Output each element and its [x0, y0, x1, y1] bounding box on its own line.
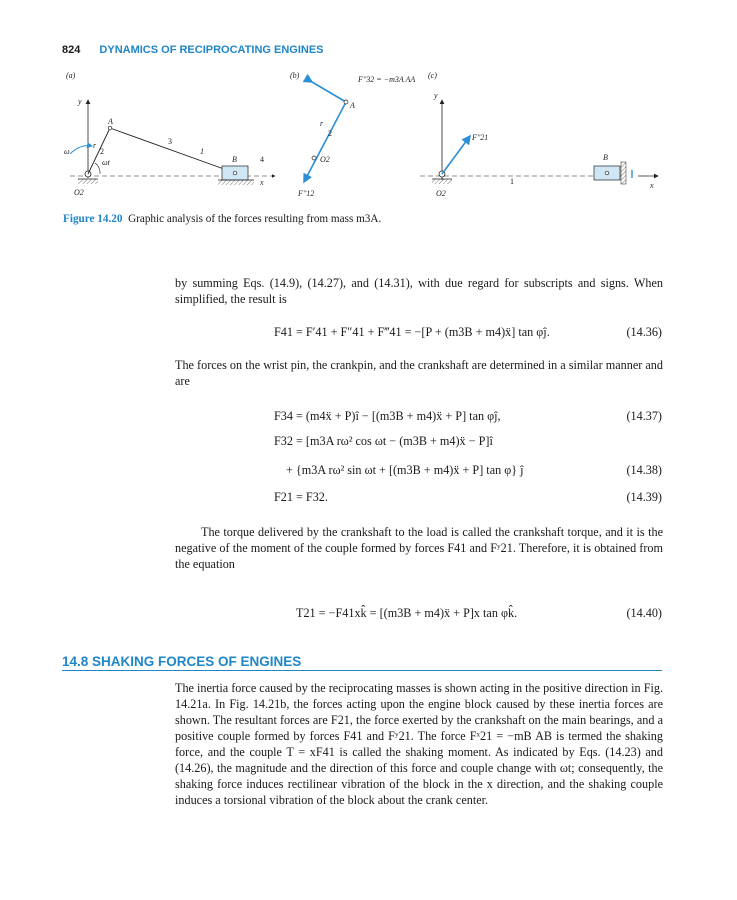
label-c-B: B [603, 153, 608, 162]
label-c-y: y [434, 91, 438, 100]
label-a-x: x [260, 178, 264, 187]
label-b-force-top: F''32 = −m3A AA [358, 75, 416, 84]
label-b-O2: O2 [320, 155, 330, 164]
label-a-wt: ωt [102, 158, 110, 167]
label-a-omega: ω [64, 147, 70, 156]
label-c-x: x [650, 181, 654, 190]
paragraph-2: The forces on the wrist pin, the crankpin, and the crankshaft are determined in a similar manner and are [175, 358, 663, 388]
equation-number-14-37: (14.37) [626, 409, 662, 423]
equation-14-38-line1: F32 = [m3A rω² cos ωt − (m3B + m4)ẍ − P]î [274, 434, 493, 448]
paragraph-4: The inertia force caused by the reciprocating masses is shown acting in the positive direction in Fig. 14.21a. In Fig. 14.21b, the forces acting upon the engine block caused by these inertia forces are shown. The resultant forces are F21, the force exerted by the crankshaft on the main bearings, and a positive couple formed by forces F41 and Fʸ21. The force Fˣ21 = −mB AB is termed the shaking force, and the couple T = xF41 is called the shaking moment. As indicated by Eqs. (14.23) and (14.26), the magnitude and the direction of this force and couple change with ωt; consequently, the shaking force induces rectilinear vibration of the block in the x direction, and the shaking couple induces a torsional vibration of the block about the crank center. [175, 681, 663, 807]
equation-14-36: F41 = F′41 + F″41 + F‴41 = −[P + (m3B + m4)ẍ] tan φĵ. [274, 325, 550, 339]
panel-b-diagram [297, 75, 415, 198]
panel-label-a: (a) [66, 71, 76, 80]
label-a-4: 4 [260, 155, 264, 164]
equation-14-37: F34 = (m4ẍ + P)î − [(m3B + m4)ẍ + P] tan φĵ, [274, 409, 501, 423]
figure-label: Figure 14.20 [63, 213, 123, 225]
label-a-r: r [93, 141, 97, 150]
label-c-O2: O2 [436, 189, 446, 198]
equation-number-14-36: (14.36) [626, 325, 662, 339]
equation-number-14-39: (14.39) [626, 490, 662, 504]
label-b-A: A [350, 101, 355, 110]
label-a-2: 2 [100, 147, 104, 156]
panel-a-diagram [64, 97, 275, 197]
section-heading: 14.8 SHAKING FORCES OF ENGINES [62, 654, 662, 671]
label-a-1: 1 [200, 147, 204, 156]
panel-label-c: (c) [428, 71, 437, 80]
label-a-3: 3 [168, 137, 172, 146]
paragraph-1: by summing Eqs. (14.9), (14.27), and (14.31), with due regard for subscripts and signs. When simplified, the result is [175, 276, 663, 306]
label-a-B: B [232, 155, 237, 164]
page-number: 824 [62, 44, 81, 56]
paragraph-3: The torque delivered by the crankshaft to the load is called the crankshaft torque, and it is the negative of the moment of the couple formed by forces F41 and Fʸ21. Therefore, it is obtained from the equation [175, 525, 663, 571]
label-b-force-bottom: F''12 [298, 189, 315, 198]
figure-caption [63, 213, 381, 225]
equation-14-39: F21 = F32. [274, 490, 328, 504]
label-a-A: A [108, 117, 113, 126]
panel-label-b: (b) [290, 71, 300, 80]
label-b-2: 2 [328, 129, 332, 138]
running-head [62, 44, 324, 56]
equation-number-14-38: (14.38) [626, 463, 662, 477]
label-b-r: r [320, 119, 324, 128]
chapter-title: DYNAMICS OF RECIPROCATING ENGINES [99, 44, 324, 56]
equation-14-38-line2: + {m3A rω² sin ωt + [(m3B + m4)ẍ + P] tan φ} ĵ [286, 463, 524, 477]
label-c-force: F''21 [472, 133, 489, 142]
figure-caption-text: Graphic analysis of the forces resulting from mass m3A. [128, 213, 382, 225]
equation-number-14-40: (14.40) [626, 606, 662, 620]
label-c-1: 1 [510, 177, 514, 186]
label-a-O2: O2 [74, 188, 84, 197]
label-a-y: y [78, 97, 82, 106]
figure-14-20 [60, 62, 680, 212]
panel-c-diagram [420, 91, 658, 198]
equation-14-40: T21 = −F41xk̂ = [(m3B + m4)ẍ + P]x tan φk̂. [296, 606, 518, 620]
